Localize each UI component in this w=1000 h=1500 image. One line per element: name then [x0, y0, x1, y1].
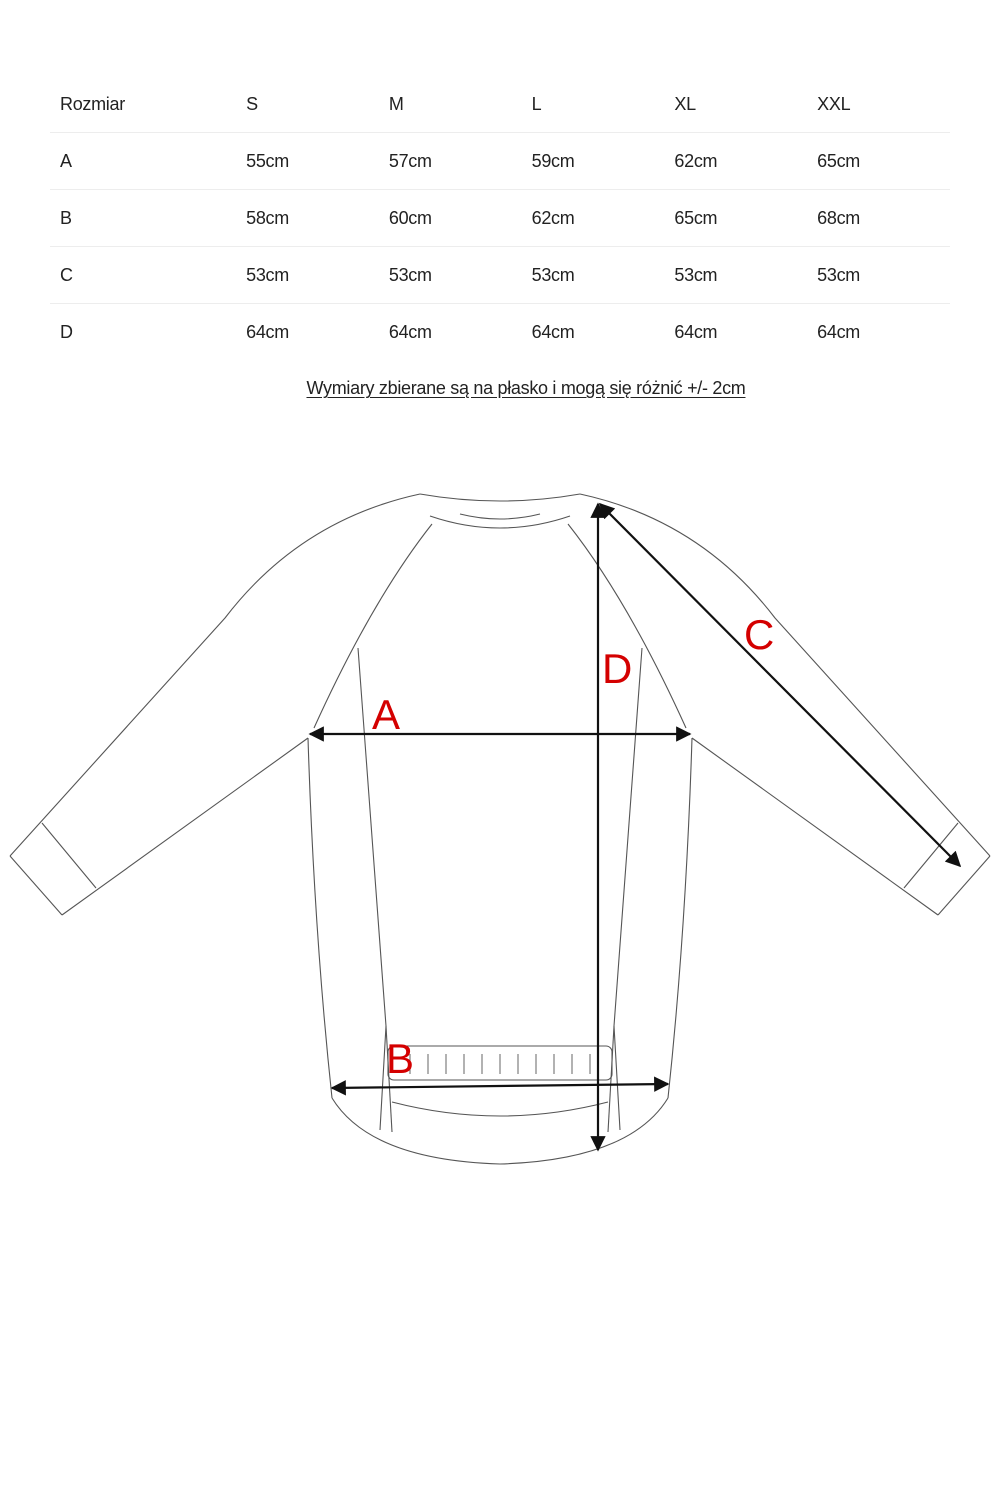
left-body-side	[308, 738, 332, 1098]
table-row	[50, 247, 950, 304]
left-cuff-seam	[42, 823, 96, 888]
size-header-xxl: XXL	[807, 76, 950, 133]
sweatshirt-outline	[10, 494, 990, 1164]
row-label: D	[60, 321, 73, 342]
table-cell: 64cm	[531, 321, 575, 342]
table-cell: 59cm	[522, 133, 665, 190]
table-cell: 64cm	[246, 321, 289, 342]
right-cuff-edge	[938, 856, 990, 915]
sweatshirt-diagram	[0, 470, 1000, 1190]
size-header-l: L	[522, 76, 665, 133]
table-cell: 64cm	[388, 321, 432, 342]
size-table	[50, 76, 950, 360]
header-label: Rozmiar	[50, 76, 236, 133]
table-cell: 62cm	[522, 190, 665, 247]
label-a: A	[372, 691, 401, 738]
left-sleeve-bottom	[62, 738, 308, 915]
table-cell: 53cm	[379, 247, 522, 304]
table-row	[50, 304, 950, 361]
right-side-panel	[614, 648, 642, 1130]
right-sleeve-bottom	[692, 738, 938, 915]
right-body-side	[668, 738, 692, 1098]
left-sleeve-top	[10, 494, 420, 856]
table-cell: 64cm	[674, 321, 718, 342]
collar	[420, 494, 580, 501]
table-cell: 53cm	[236, 247, 379, 304]
table-cell: 53cm	[522, 247, 665, 304]
table-cell: 60cm	[379, 190, 522, 247]
row-label: C	[50, 247, 236, 304]
right-sleeve-top	[580, 494, 990, 856]
row-label: A	[50, 133, 236, 190]
measurement-note: Wymiary zbierane są na płasko i mogą się różnić +/- 2cm	[306, 378, 746, 398]
size-header-xl: XL	[664, 76, 807, 133]
table-cell: 53cm	[807, 247, 950, 304]
table-row	[50, 133, 950, 190]
table-cell: 62cm	[664, 133, 807, 190]
pocket-ribbing	[410, 1054, 590, 1074]
collar-inner	[430, 516, 570, 528]
table-cell: 57cm	[379, 133, 522, 190]
table-cell: 58cm	[236, 190, 379, 247]
table-cell: 65cm	[664, 190, 807, 247]
label-d: D	[602, 645, 633, 692]
left-cuff-edge	[10, 856, 62, 915]
hem-inner	[392, 1102, 608, 1116]
row-label: B	[50, 190, 236, 247]
measure-c-arrow	[600, 504, 960, 866]
right-raglan-seam	[568, 524, 686, 728]
hem-curve	[332, 1098, 668, 1164]
table-cell: 64cm	[817, 321, 860, 342]
label-b: B	[386, 1035, 415, 1082]
table-cell: 68cm	[807, 190, 950, 247]
size-header-s: S	[236, 76, 379, 133]
table-cell: 65cm	[807, 133, 950, 190]
table-cell: 53cm	[664, 247, 807, 304]
table-row	[50, 190, 950, 247]
collar-back	[460, 514, 540, 519]
size-header-m: M	[379, 76, 522, 133]
table-cell: 55cm	[236, 133, 379, 190]
label-c: C	[744, 611, 775, 658]
size-table-header-row	[50, 76, 950, 133]
